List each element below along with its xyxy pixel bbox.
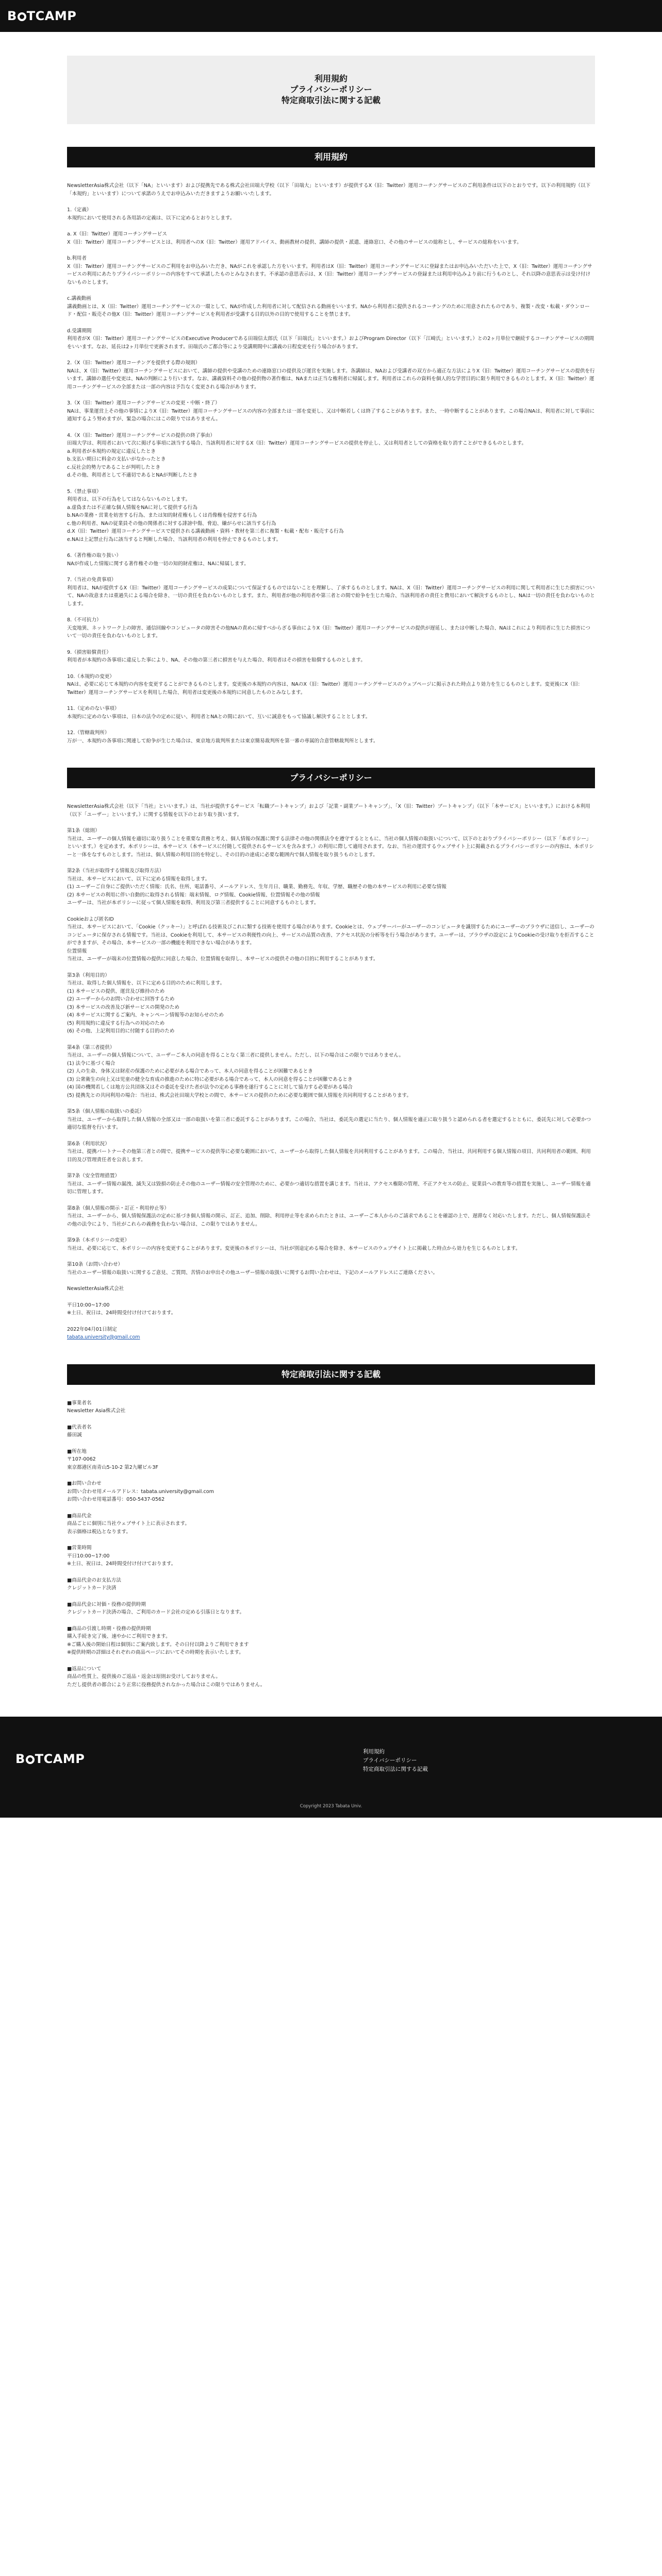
terms-section [67, 147, 595, 745]
privacy-hours-text: 平日10:00~17:00 [67, 1302, 110, 1308]
privacy-article: 第3条（利用目的） 当社は、取得した個人情報を、以下に定める目的のために利用します。 (1) 本サービスの提供、運営及び維持のため (2) ユーザーからのお問い合わせに回答するため (3) 本サービスの改善及び新サービスの開発のため (4) 本サービスに関するご案内、キャンペーン情報等のお知らせのため (5) 利用規約に違反する行為への対応のため (6) その他、上記利用目的に付随する目的のため [67, 972, 225, 1034]
privacy-article: 第1条（総則） 当社は、ユーザーの個人情報を適切に取り扱うことを重要な責務と考え、個人情報の保護に関する法律その他の関係法令を遵守するとともに、当社の個人情報の取扱いについて、以下のとおりプライバシーポリシー（以下「本ポリシー」といいます。）を定めます。本ポリシーは、本サービス（本サービスに付随して提供されるサービスを含みます。）の利用に際して適用されます。なお、当社の運営するウェブサイト上に掲載されるプライバシーポリシーの内容は、本ポリシーと一体をなすものとします。当社は、個人情報の利用目的を特定し、その目的の達成に必要な範囲内で個人情報を取り扱うものとします。 [67, 828, 594, 858]
privacy-date: 2022年04月01日制定 [67, 1326, 117, 1332]
site-footer [0, 1717, 662, 1818]
footer-link-privacy[interactable]: プライバシーポリシー [363, 1757, 417, 1764]
terms-paragraph: 2.（X（旧：Twitter）運用コーチングを提供する際の規則） NAは、X（旧：Twitter）運用コーチングサービスにおいて、講師の提供や受講のための連絡窓口の提供及び運営を実施します。各講師は、NAおよび受講者の双方から適正な方法によりX（旧：Twitter）運用コーチングサービスの提供を行います。講師の選任や変更は、NAの判断により行います。なお、講義資料その他の提供物の著作権は、NAまたは正当な権利者に帰属します。利用者はこれらの資料を個人的な学習目的に限り利用できるものとします。X（旧：Twitter）運用コーチングサービスの全部または一部の内容は予告なく変更される場合があります。 [67, 360, 595, 390]
toc-link-commerce[interactable]: 特定商取引法に関する記載 [281, 95, 380, 105]
main-content [0, 32, 662, 1818]
privacy-article: Cookieおよび匿名ID 当社は、本サービスにおいて、「Cookie（クッキー）」と呼ばれる技術及びこれに類する技術を使用する場合があります。Cookieとは、ウェブサーバーがユーザーのコンピュータを識別するためにユーザーのブラウザに送信し、ユーザーのコンピュータに保存される情報です。当社は、Cookieを利用して、本サービスの利便性の向上、サービスの品質の改善、アクセス状況の分析等を行う場合があります。ユーザーは、ブラウザの設定によりCookieの受け取りを拒否することができますが、その場合、本サービスの一部の機能を利用できない場合があります。 位置情報 当社は、ユーザーが端末の位置情報の提供に同意した場合、位置情報を取得し、本サービスの提供その他の目的に利用することがあります。 [67, 916, 594, 962]
logo-ring-icon [18, 12, 26, 21]
commerce-item: ■商品の引渡し時期・役務の提供時期 購入手続き完了後、速やかにご利用できます。 ※ご購入後の開始日程は個別にご案内致します。その日付以降よりご利用できます ※提供時期の詳細はそれぞれの商品ページにおいてその時期を表示いたします。 [67, 1625, 249, 1655]
commerce-item: ■商品代金 商品ごとに個別に当社ウェブサイト上に表示されます。 表示価格は税込となります。 [67, 1513, 190, 1535]
privacy-article: 第9条（本ポリシーの変更） 当社は、必要に応じて、本ポリシーの内容を変更することがあります。変更後の本ポリシーは、当社が別途定める場合を除き、本サービスのウェブサイト上に掲載した時点から効力を生じるものとします。 [67, 1238, 521, 1251]
commerce-body [67, 1385, 595, 1689]
privacy-heading: プライバシーポリシー [67, 768, 595, 788]
privacy-body [67, 788, 595, 1342]
privacy-article: 第7条（安全管理措置） 当社は、ユーザー情報の漏洩、滅失又は毀損の防止その他のユーザー情報の安全管理のために、必要かつ適切な措置を講じます。当社は、アクセス権限の管理、不正アクセスの防止、従業員への教育等の措置を実施し、ユーザー情報を適切に管理します。 [67, 1173, 591, 1195]
terms-paragraph: 12.（管轄裁判所） 万が一、本規約の各事項に関連して紛争が生じた場合は、東京地方裁判所または東京簡易裁判所を第一審の専属的合意管轄裁判所とします。 [67, 730, 378, 744]
commerce-item: ■事業者名 Newsletter Asia株式会社 [67, 1400, 126, 1414]
privacy-company: NewsletterAsia株式会社 [67, 1286, 124, 1292]
footer-logo[interactable] [15, 1750, 85, 1768]
commerce-heading: 特定商取引法に関する記載 [67, 1364, 595, 1385]
footer-link-terms[interactable]: 利用規約 [363, 1749, 385, 1755]
privacy-email-link[interactable]: tabata.university@gmail.com [67, 1334, 140, 1340]
terms-paragraph: 3.（X（旧：Twitter）運用コーチングサービスの変更・中断・終了） NAは、事業運営上その他の事情によりX（旧：Twitter）運用コーチングサービスの内容の全部または一部を変更し、又は中断若しくは終了することがあります。また、一時中断することがあります。この場合NAは、利用者に対して事前に通知するよう努めますが、緊急の場合にはこの限りではありません。 [67, 400, 595, 422]
top-navbar [0, 0, 662, 32]
terms-paragraph: 8.（不可抗力） 天変地異、ネットワーク上の障害、通信回線やコンピュータの障害その他NAの責めに帰すべからざる事由によりX（旧：Twitter）運用コーチングサービスの提供が遅延し、または中断した場合、NAはこれにより利用者に生じた損害について一切の責任を負わないものとします。 [67, 617, 590, 639]
toc-link-privacy[interactable]: プライバシーポリシー [290, 84, 372, 94]
footer-logo-ring-icon [26, 1755, 35, 1764]
commerce-item: ■代表者名 藤田誠 [67, 1424, 92, 1438]
copyright: Copyright 2023 Tabata Univ. [300, 1804, 362, 1809]
commerce-item: ■商品代金に対価・役務の提供時期 クレジットカード決済の場合、ご利用のカード会社の定める引落日となります。 [67, 1601, 245, 1615]
terms-paragraph: 10.（本規約の変更） NAは、必要に応じて本規約の内容を変更することができるものとします。変更後の本規約の内容は、NAのX（旧：Twitter）運用コーチングサービスのウェブページに掲示された時点より効力を生じるものとします。変更後にX（旧：Twitter）運用コーチングサービスを利用した場合、利用者は変更後の本規約に同意したものとみなします。 [67, 673, 583, 696]
footer-logo-text-end: TCAMP [35, 1752, 85, 1766]
privacy-article: 第6条（利用状況） 当社は、提携パートナーその他第三者との間で、提携サービスの提供等に必要な範囲において、ユーザーから取得した個人情報を共同利用することがあります。この場合、当社は、共同利用する個人情報の項目、共同利用者の範囲、利用目的及び管理責任者を公表します。 [67, 1141, 591, 1163]
terms-paragraph: 7.（当社の免責事項） 利用者は、NAが提供するX（旧：Twitter）運用コーチングサービスの成果について保証するものではないことを理解し、了承するものとします。NAは、X（旧：Twitter）運用コーチングサービスの利用に関して利用者に生じた損害について、NAの故意または重過失による場合を除き、一切の責任を負わないものとします。また、利用者が他の利用者や第三者との間で紛争を生じた場合、当該利用者の責任と費用において解決するものとし、NAは一切の責任を負わないものとします。 [67, 577, 595, 607]
toc-link-terms[interactable]: 利用規約 [314, 74, 347, 83]
terms-heading: 利用規約 [67, 147, 595, 167]
footer-link-commerce[interactable]: 特定商取引法に関する記載 [363, 1766, 428, 1772]
terms-paragraph: 4.（X（旧：Twitter）運用コーチングサービスの提供の終了事由） 田端大学は、利用者において次に掲げる事項に該当する場合、当該利用者に対するX（旧：Twitter）運用コーチングサービスの提供を停止し、又は利用者としての資格を取り消すことができるものとします。 a.利用者が本規約の規定に違反したとき b.支払い期日に料金の支払いがなかったとき c.反社会的勢力であることが判明したとき d.その他、利用者として不適切であるとNAが判断したとき [67, 432, 527, 478]
terms-body [67, 167, 595, 745]
footer-logo-text-start: B [15, 1752, 25, 1766]
commerce-item: ■営業時間 平日10:00~17:00 ※土日、祝日は、24時間受付け付けております。 [67, 1545, 176, 1567]
commerce-section [67, 1364, 595, 1689]
privacy-article: 第4条（第三者提供） 当社は、ユーザーの個人情報について、ユーザーご本人の同意を得ることなく第三者に提供しません。ただし、以下の場合はこの限りではありません。 (1) 法令に基づく場合 (2) 人の生命、身体又は財産の保護のために必要がある場合であって、本人の同意を得ることが困難であるとき (3) 公衆衛生の向上又は児童の健全な育成の推進のために特に必要がある場合であって、本人の同意を得ることが困難であるとき (4) 国の機関若しくは地方公共団体又はその委託を受けた者が法令の定める事務を遂行することに対して協力する必要がある場合 (5) 提携先との共同利用の場合：当社は、株式会社田端大学校との間で、本サービスの提供のために必要な範囲で個人情報を共同利用することがあります。 [67, 1044, 412, 1098]
logo-text-end: TCAMP [26, 9, 77, 23]
logo-text-start: B [7, 9, 17, 23]
terms-paragraph: d.受講期間 利用者がX（旧：Twitter）運用コーチングサービスのExecutive Producerである田端信太郎氏（以下「田端氏」といいます。）およびProgram Director（以下「江崎氏」といいます。）との2ヶ月単位で継続するコーチングサービスの期間をいいます。なお、延長は2ヶ月単位で更新されます。田端氏のご都合等により受講期間中に講義の日程変更を行う場合があります。 [67, 328, 594, 350]
privacy-article: 第5条（個人情報の取扱いの委託） 当社は、ユーザーから取得した個人情報の全部又は一部の取扱いを第三者に委託することがあります。この場合、当社は、委託先の選定に当たり、個人情報を適正に取り扱うと認められる者を選定するとともに、委託先に対して必要かつ適切な監督を行います。 [67, 1109, 591, 1130]
footer-links [363, 1748, 428, 1774]
terms-paragraph: a. X（旧：Twitter）運用コーチングサービス X（旧：Twitter）運用コーチングサービスとは、利用者へのX（旧：Twitter）運用アドバイス、動画教材の提供、講師の提供・派遣、連絡窓口、その他のサービスの総称とし、サービスの総称をいいます。 [67, 231, 522, 245]
privacy-hours-note: ※土日、祝日は、24時間受付け付けております。 [67, 1310, 176, 1316]
commerce-item: ■商品代金のお支払方法 クレジットカード決済 [67, 1577, 122, 1591]
terms-paragraph: 11.（定めのない事項） 本規約に定めのない事項は、日本の法令の定めに従い、利用者とNAとの間において、互いに誠意をもって協議し解決することとします。 [67, 706, 371, 720]
terms-paragraph: 5.（禁止事項） 利用者は、以下の行為をしてはならないものとします。 a.虚偽または不正確な個人情報をNAに対して提供する行為 b.NAの業務・営業を妨害する行為、または知的財産権もしくは肖像権を侵害する行為 c.他の利用者、NAの従業員その他の関係者に対する誹謗中傷、脅迫、嫌がらせに該当する行為 d.X（旧：Twitter）運用コーチングサービスで提供される講義動画・資料・教材を第三者に複製・転載・配布・販売する行為 e.NAは上記禁止行為に該当すると判断した場合、当該利用者の利用を停止できるものとします。 [67, 488, 344, 543]
terms-paragraph: c.講義動画 講義動画とは、X（旧：Twitter）運用コーチングサービスの一環として、NAが作成した利用者に対して配信される動画をいいます。NAから利用者に提供されるコーチングのために用意されたものであり、複製・改変・転載・ダウンロード・配信・販売その他X（旧：Twitter）運用コーチングサービスを利用者が受講する目的以外の目的で使用することを禁じます。 [67, 296, 590, 317]
terms-paragraph: 9.（損害賠償責任） 利用者が本規約の各事項に違反した事により、NA、その他の第三者に損害を与えた場合、利用者はその損害を賠償するものとします。 [67, 649, 366, 663]
commerce-item: ■返品について 商品の性質上、提供後のご返品・返金は原則お受けしておりません。 ただし提供者の都合により正常に役務提供されなかった場合はこの限りではありません。 [67, 1666, 266, 1688]
commerce-item: ■お問い合わせ お問い合わせ用メールアドレス：tabata.university@gmail.com お問い合わせ用電話番号：050-5437-0562 [67, 1481, 214, 1502]
table-of-contents [67, 56, 595, 124]
terms-paragraph: 6.（著作権の取り扱い） NAが作成した情報に関する著作権その他一切の知的財産権は、NAに帰属します。 [67, 553, 249, 567]
privacy-intro: NewsletterAsia株式会社（以下「当社」といいます。）は、当社が提供するサービス「転職ブートキャンプ」および「記業・副業ブートキャンプ」、「X（旧：Twitter）ブートキャンプ」（以下「本サービス」といいます。）における本利用（以下「ユーザー」といいます。）に関する情報を以下のとおり取り扱います。 [67, 804, 590, 818]
terms-paragraph: 1.（定義） 本規約において使用される各用語の定義は、以下に定めるとおりとします。 [67, 207, 235, 221]
privacy-article: 第8条（個人情報の開示・訂正・利用停止等） 当社は、ユーザーから、個人情報保護法の定めに基づき個人情報の開示、訂正、追加、削除、利用停止等を求められたときは、ユーザーご本人からのご請求であることを確認の上で、遅滞なく対応いたします。ただし、個人情報保護法その他の法令により、当社がこれらの義務を負わない場合は、この限りではありません。 [67, 1205, 591, 1227]
terms-paragraph: b.利用者 X（旧：Twitter）運用コーチングサービスのご利用をお申込みいただき、NAがこれを承認した方をいいます。利用者はX（旧：Twitter）運用コーチングサービスに登録またはお申込みいただいた上で、X（旧：Twitter）運用コーチングサービスの利用にあたりプライバシーポリシーの内容をすべて承諾したものとみなされます。不承認の意思表示は、X（旧：Twitter）運用コーチングサービスの登録または利用申込みより前に行うものとし、それ以降の意思表示は受け付けないものとします。 [67, 256, 592, 285]
terms-paragraph: NewsletterAsia株式会社（以下「NA」といいます）および提携先である株式会社田端大学校（以下「田端大」といいます）が提供するX（旧：Twitter）運用コーチングサービスのご利用条件は以下のとおりです。以下の利用規約（以下「本規約」といいます）について承諾のうえでお申込みいただきますようお願いいたします。 [67, 183, 591, 197]
commerce-item: ■所在地 〒107-0062 東京都港区南青山5-10-2 第2九曜ビル3F [67, 1448, 158, 1470]
privacy-article: 第10条（お問い合わせ） 当社のユーザー情報の取扱いに関するご意見、ご質問、苦情のお申出その他ユーザー情報の取扱いに関するお問い合わせは、下記のメールアドレスにご連絡ください。 [67, 1262, 438, 1276]
privacy-date-block [67, 1326, 595, 1342]
bootcamp-logo[interactable] [7, 7, 76, 25]
privacy-section [67, 768, 595, 1342]
privacy-hours [67, 1301, 595, 1317]
privacy-article: 第2条（当社が取得する情報及び取得方法） 当社は、本サービスにおいて、以下に定める情報を取得します。 (1) ユーザーご自身にご提供いただく情報：氏名、住所、電話番号、メールアドレス、生年月日、職業、勤務先、年収、学歴、職歴その他の本サービスの利用に必要な情報 (2) 本サービスの利用に伴い自動的に取得される情報：端末情報、ログ情報、Cookie情報、位置情報その他の情報 ユーザーは、当社が本ポリシーに従って個人情報を取得、利用及び第三者提供することに同意するものとします。 [67, 868, 446, 906]
